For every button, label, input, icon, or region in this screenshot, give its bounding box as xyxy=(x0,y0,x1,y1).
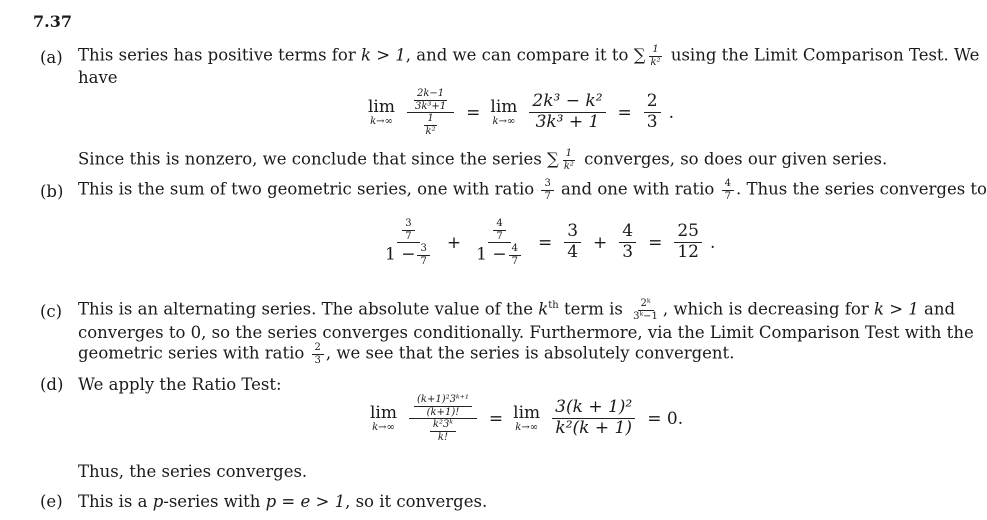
sigma-symbol: ∑ xyxy=(547,149,559,169)
numerator: 1 xyxy=(424,113,436,126)
text: This is a xyxy=(78,492,153,511)
text: and one with ratio xyxy=(555,179,720,199)
limit xyxy=(368,96,395,127)
compound-fraction xyxy=(407,88,454,137)
numerator: 2k−1 xyxy=(414,88,447,101)
lim-sub: k→∞ xyxy=(492,115,516,127)
math: k > 1 xyxy=(873,299,919,319)
text: Since this is nonzero, we conclude that since the series xyxy=(78,149,548,169)
fraction xyxy=(402,218,414,242)
denominator: 12 xyxy=(677,242,699,262)
numerator: 3 xyxy=(541,178,553,191)
fraction xyxy=(722,178,734,202)
numerator: 3(k + 1)² xyxy=(552,398,635,419)
fraction xyxy=(541,178,553,202)
denominator xyxy=(382,243,435,267)
equals: = xyxy=(466,102,481,123)
plus: + xyxy=(446,232,462,253)
fraction xyxy=(674,222,702,262)
text: -series with xyxy=(163,492,266,511)
lim: lim xyxy=(370,402,397,423)
denominator: k² xyxy=(425,125,436,137)
text: 1 − xyxy=(385,244,416,265)
numerator: 1 xyxy=(563,148,575,161)
denominator: 7 xyxy=(544,190,551,202)
numerator: 3 xyxy=(402,218,414,231)
part-d-equation xyxy=(370,394,687,443)
fraction xyxy=(493,218,505,242)
part-c-line2: converges to 0, so the series converges conditionally. Furthermore, via the Limit Comparison Test with the xyxy=(78,323,974,342)
plus: + xyxy=(593,232,608,253)
numerator: (k+1)²3ᵏ⁺¹ xyxy=(414,394,472,407)
denominator: 3k³+1 xyxy=(415,100,447,112)
text: , we see that the series is absolutely convergent. xyxy=(325,343,735,363)
part-b-equation xyxy=(380,218,715,267)
math: p xyxy=(152,492,164,511)
part-d-line2: Thus, the series converges. xyxy=(78,462,308,481)
denominator: 3 xyxy=(622,242,634,262)
denominator: 7 xyxy=(405,230,412,242)
part-c-label: (c) xyxy=(40,302,63,321)
denominator: (k+1)! xyxy=(426,406,460,418)
numerator: 2ᵏ xyxy=(638,298,654,311)
denominator: 4 xyxy=(567,242,579,262)
denominator: 7 xyxy=(511,255,518,267)
fraction xyxy=(644,92,661,132)
numerator: 25 xyxy=(674,222,702,243)
text: and xyxy=(918,299,956,319)
fraction xyxy=(552,398,635,438)
part-a-line2: have xyxy=(78,68,118,87)
lim: lim xyxy=(368,96,395,117)
denominator: 3k³ + 1 xyxy=(535,112,600,132)
fraction xyxy=(430,419,456,443)
text: geometric series with ratio xyxy=(78,343,310,363)
problem-number: 7.37 xyxy=(33,12,72,31)
compound-fraction xyxy=(382,218,435,267)
denominator: k! xyxy=(437,431,448,443)
compound-fraction xyxy=(473,218,526,267)
numerator xyxy=(407,88,454,113)
denominator: 3 xyxy=(646,112,658,132)
part-c-line3 xyxy=(78,342,734,366)
denominator: k² xyxy=(650,56,661,68)
part-a-line3 xyxy=(78,148,887,172)
text: term is xyxy=(558,299,629,319)
lim: lim xyxy=(490,96,518,117)
text: 1 − xyxy=(476,244,507,265)
numerator: 3 xyxy=(417,243,429,256)
result: = 0. xyxy=(647,408,684,429)
text: This series has positive terms for xyxy=(78,45,361,65)
sigma-symbol: ∑ xyxy=(633,45,646,65)
numerator: 2k³ − k² xyxy=(529,92,605,113)
part-b-label: (b) xyxy=(40,182,64,201)
numerator: 4 xyxy=(619,222,636,243)
fraction xyxy=(509,243,521,267)
part-c-line1 xyxy=(78,298,955,322)
numerator: 3 xyxy=(564,222,581,243)
fraction xyxy=(423,113,439,137)
numerator xyxy=(488,218,510,243)
fraction xyxy=(412,88,449,112)
math: k > 1 xyxy=(360,45,406,65)
equals: = xyxy=(537,232,553,253)
denominator xyxy=(473,243,526,267)
denominator: 3ᵏ−1 xyxy=(633,310,658,322)
numerator: 2 xyxy=(644,92,661,113)
part-e-label: (e) xyxy=(40,492,63,511)
part-d-line1: We apply the Ratio Test: xyxy=(78,375,282,394)
numerator xyxy=(409,394,477,419)
equals: = xyxy=(648,232,663,253)
denominator: 7 xyxy=(420,255,427,267)
part-e-line1 xyxy=(78,492,487,511)
denominator xyxy=(425,419,461,443)
denominator xyxy=(418,113,444,137)
fraction xyxy=(561,148,577,172)
limit xyxy=(490,96,518,127)
lim: lim xyxy=(513,402,541,423)
text: This is the sum of two geometric series, one with ratio xyxy=(78,179,540,199)
limit xyxy=(513,402,541,433)
numerator: 4 xyxy=(509,243,521,256)
math: k xyxy=(538,299,549,319)
fraction xyxy=(414,394,472,418)
lim-sub: k→∞ xyxy=(372,421,395,433)
equals: = xyxy=(617,102,632,123)
fraction xyxy=(630,298,661,322)
text: , so it converges. xyxy=(345,492,488,511)
text: using the Limit Comparison Test. We xyxy=(665,45,980,65)
denominator: 7 xyxy=(724,190,731,202)
fraction xyxy=(648,44,664,68)
denominator: k²(k + 1) xyxy=(555,418,632,438)
numerator: 4 xyxy=(722,178,734,191)
numerator xyxy=(397,218,419,243)
fraction xyxy=(529,92,605,132)
denominator: k² xyxy=(563,160,574,172)
denominator: 3 xyxy=(314,354,321,366)
numerator: 1 xyxy=(649,44,661,57)
superscript: th xyxy=(548,300,559,311)
equals: = xyxy=(488,408,504,429)
denominator: 7 xyxy=(496,230,503,242)
fraction xyxy=(312,342,324,366)
part-b-line1 xyxy=(78,178,987,202)
numerator: 4 xyxy=(493,218,505,231)
text: converges, so does our given series. xyxy=(578,149,888,169)
compound-fraction xyxy=(409,394,477,443)
text: This is an alternating series. The absolute value of the xyxy=(78,299,539,319)
numerator: k²3ᵏ xyxy=(430,419,456,432)
numerator: 2 xyxy=(312,342,324,355)
period: . xyxy=(668,102,675,123)
lim-sub: k→∞ xyxy=(370,115,393,127)
part-a-equation xyxy=(368,88,674,137)
fraction xyxy=(619,222,636,262)
fraction xyxy=(564,222,581,262)
part-a-label: (a) xyxy=(40,48,63,67)
period: . xyxy=(709,232,716,253)
part-d-label: (d) xyxy=(40,375,64,394)
text: , which is decreasing for xyxy=(662,299,874,319)
text: . Thus the series converges to xyxy=(736,179,987,199)
limit xyxy=(370,402,397,433)
fraction xyxy=(417,243,429,267)
text: , and we can compare it to xyxy=(405,45,634,65)
math: p = e > 1 xyxy=(265,492,346,511)
part-a-line1 xyxy=(78,44,979,68)
lim-sub: k→∞ xyxy=(515,421,539,433)
